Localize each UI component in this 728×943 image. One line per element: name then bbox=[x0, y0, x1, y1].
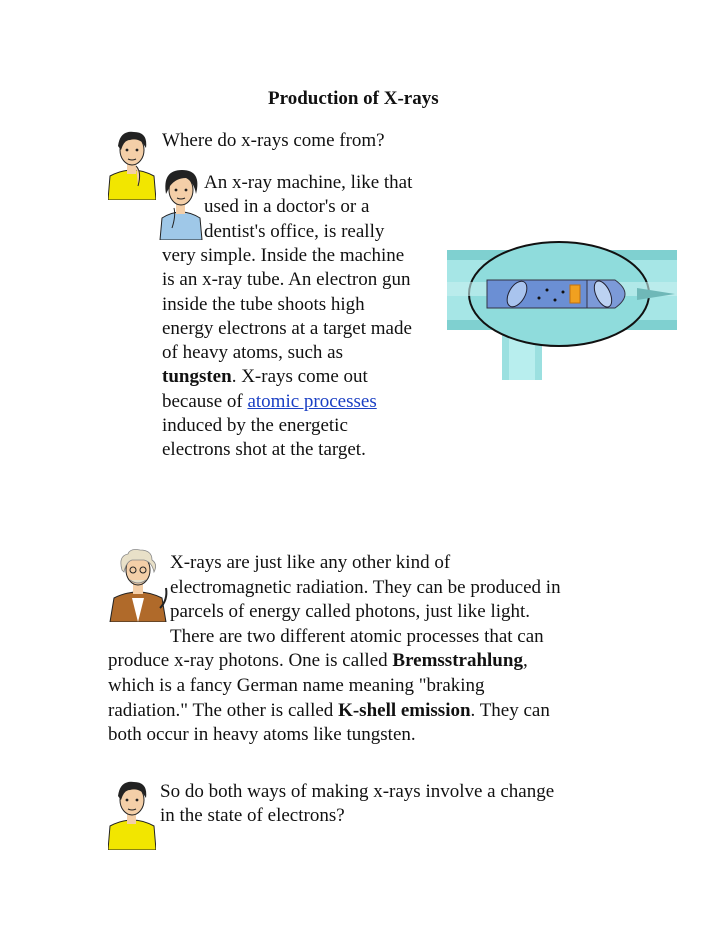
bold-term: Bremsstrahlung bbox=[392, 650, 523, 672]
question-text: Where do x-rays come from? bbox=[162, 130, 385, 151]
answer-text-line: is an x-ray tube. An electron gun bbox=[162, 269, 411, 291]
question-text-line: in the state of electrons? bbox=[160, 805, 345, 827]
text-run: . X-rays come out bbox=[231, 366, 368, 388]
answer-text-line bbox=[162, 390, 377, 414]
professor-character-icon bbox=[108, 548, 170, 622]
answer-text-line: used in a doctor's or a bbox=[204, 196, 370, 218]
body-text-line: There are two different atomic processes that can bbox=[170, 625, 544, 647]
answer-text-line: An x-ray machine, like that bbox=[204, 172, 413, 193]
atomic-processes-link[interactable]: atomic processes bbox=[247, 390, 377, 412]
answer-text-line: electrons shot at the target. bbox=[162, 439, 366, 461]
body-text-line: parcels of energy called photons, just like light. bbox=[170, 601, 531, 623]
text-run: radiation." The other is called bbox=[108, 699, 339, 721]
body-text-line bbox=[108, 699, 550, 723]
xray-tube-illustration bbox=[447, 238, 677, 380]
question-text-line: So do both ways of making x-rays involve a change bbox=[160, 781, 555, 802]
boy-character-icon bbox=[108, 128, 156, 200]
body-text-line: which is a fancy German name meaning "braking bbox=[108, 675, 485, 696]
answer-text-line: dentist's office, is really bbox=[204, 220, 385, 242]
body-text-line: electromagnetic radiation. They can be produced in bbox=[170, 576, 561, 598]
text-run: , bbox=[522, 650, 528, 672]
body-text-line: both occur in heavy atoms like tungsten. bbox=[108, 724, 416, 746]
text-run: because of bbox=[162, 390, 248, 412]
answer-text-line: very simple. Inside the machine bbox=[162, 244, 405, 266]
text-run: . They can bbox=[470, 699, 550, 721]
answer-text-line: of heavy atoms, such as bbox=[162, 342, 343, 364]
answer-text-line bbox=[162, 365, 368, 389]
bold-term: K-shell emission bbox=[338, 699, 471, 721]
text-run: produce x-ray photons. One is called bbox=[108, 650, 393, 672]
girl-character-icon bbox=[158, 164, 204, 240]
body-text-line bbox=[108, 649, 528, 673]
body-text-line: X-rays are just like any other kind of bbox=[170, 552, 451, 573]
answer-text-line: inside the tube shoots high bbox=[162, 293, 365, 315]
answer-text-line: induced by the energetic bbox=[162, 415, 348, 436]
page-title: Production of X-rays bbox=[268, 88, 439, 109]
boy-character-icon bbox=[108, 778, 156, 850]
answer-text-line: energy electrons at a target made bbox=[162, 317, 412, 339]
bold-term: tungsten bbox=[162, 366, 232, 388]
